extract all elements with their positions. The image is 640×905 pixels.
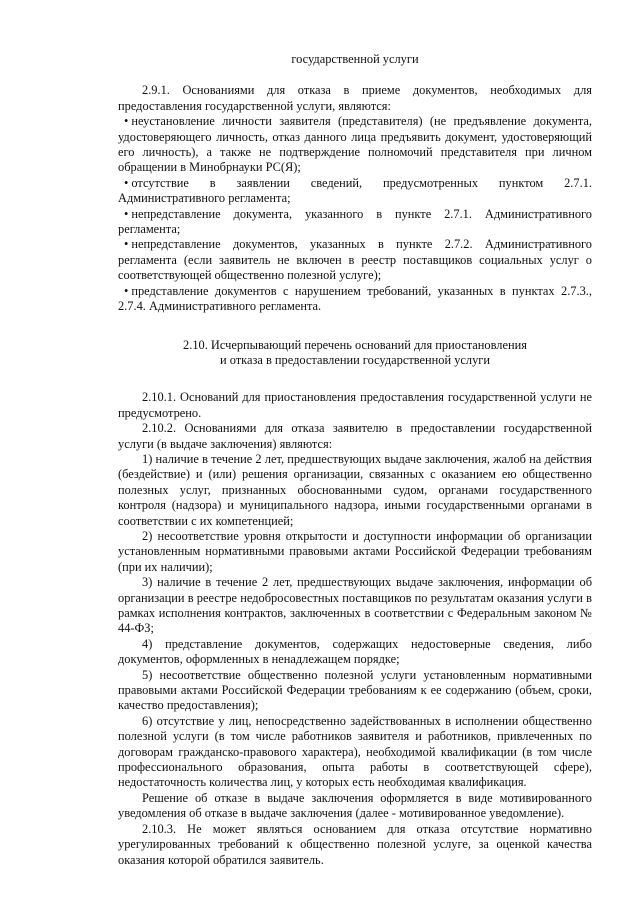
list-item: • непредставление документа, указанного в пункте 2.7.1. Административного регламента; [118, 207, 592, 238]
list-item: 2) несоответствие уровня открытости и доступности информации об организации установленным нормативными правовыми актами Российской Федерации требованиям (при их наличии); [118, 528, 592, 574]
heading-line: и отказа в предоставлении государственной услуги [219, 352, 491, 367]
section-2-9-1 [118, 83, 592, 314]
heading-line: 2.10. Исчерпывающий перечень оснований для приостановления [183, 337, 527, 352]
section-2-10 [118, 390, 592, 868]
list-item: 5) несоответствие общественно полезной услуги установленным нормативными правовыми актами Российской Федерации требованиям к ее содержанию (объем, сроки, качество предоставления); [118, 667, 592, 713]
continuation-title: государственной услуги [291, 52, 419, 66]
list-item: • непредставление документов, указанных в пункте 2.7.2. Административного регламента (если заявитель не включен в реестр поставщиков социальных услуг о соответствующей общественно полезной услуге); [118, 237, 592, 283]
list-item: 6) отсутствие у лиц, непосредственно задействованных в исполнении общественно полезной услуги (в том числе работников заявителя и работников, привлеченных по договорам гражданско-правового характера), необходимой квалификации (в том числе профессионального образования, опыта работы в соответствующей сфере), недостаточность количества лиц, у которых есть необходимая квалификация. [118, 713, 592, 790]
list-item: • представление документов с нарушением требований, указанных в пунктах 2.7.3., 2.7.4. Административного регламента. [118, 284, 592, 315]
list-item: • неустановление личности заявителя (представителя) (не предъявление документа, удостоверяющего личность, отказ данного лица предъявить документ, удостоверяющий его личность), а также не подтверждение полномочий представителя при личном обращении в Минобрнауки РС(Я); [118, 114, 592, 176]
list-item: 4) представление документов, содержащих недостоверные сведения, либо документов, оформленных в ненадлежащем порядке; [118, 636, 592, 667]
paragraph-2-10-3: 2.10.3. Не может являться основанием для отказа отсутствие нормативно урегулированных требований к общественно полезной услуге, за оценкой качества оказания которой обратился заявитель. [118, 821, 592, 867]
paragraph-refusal-decision: Решение об отказе в выдаче заключения оформляется в виде мотивированного уведомления об отказе в выдаче заключения (далее - мотивированное уведомление). [118, 790, 592, 821]
paragraph-2-9-1-intro: 2.9.1. Основаниями для отказа в приеме документов, необходимых для предоставления государственной услуги, являются: [118, 83, 592, 113]
list-item: 3) наличие в течение 2 лет, предшествующих выдаче заключения, информации об организации в реестре недобросовестных поставщиков по результатам оказания услуги в рамках исполнения контрактов, заключенных в соответствии с Федеральным законом № 44-ФЗ; [118, 575, 592, 636]
section-heading-2-10 [118, 338, 592, 369]
paragraph-2-10-2: 2.10.2. Основаниями для отказа заявителю в предоставлении государственной услуги (в выдаче заключения) являются: [118, 421, 592, 451]
paragraph-2-10-1: 2.10.1. Оснований для приостановления предоставления государственной услуги не предусмотрено. [118, 390, 592, 420]
list-item: 1) наличие в течение 2 лет, предшествующих выдаче заключения, жалоб на действия (бездействие) и (или) решения организации, связанных с оказанием ею общественно полезных услуг, признанных обоснованными судом, органами государственного контроля (надзора) и муниципального надзора, иными государственными органами в соответствии с их компетенцией; [118, 451, 592, 528]
list-item: • отсутствие в заявлении сведений, предусмотренных пунктом 2.7.1. Административного регламента; [118, 176, 592, 207]
